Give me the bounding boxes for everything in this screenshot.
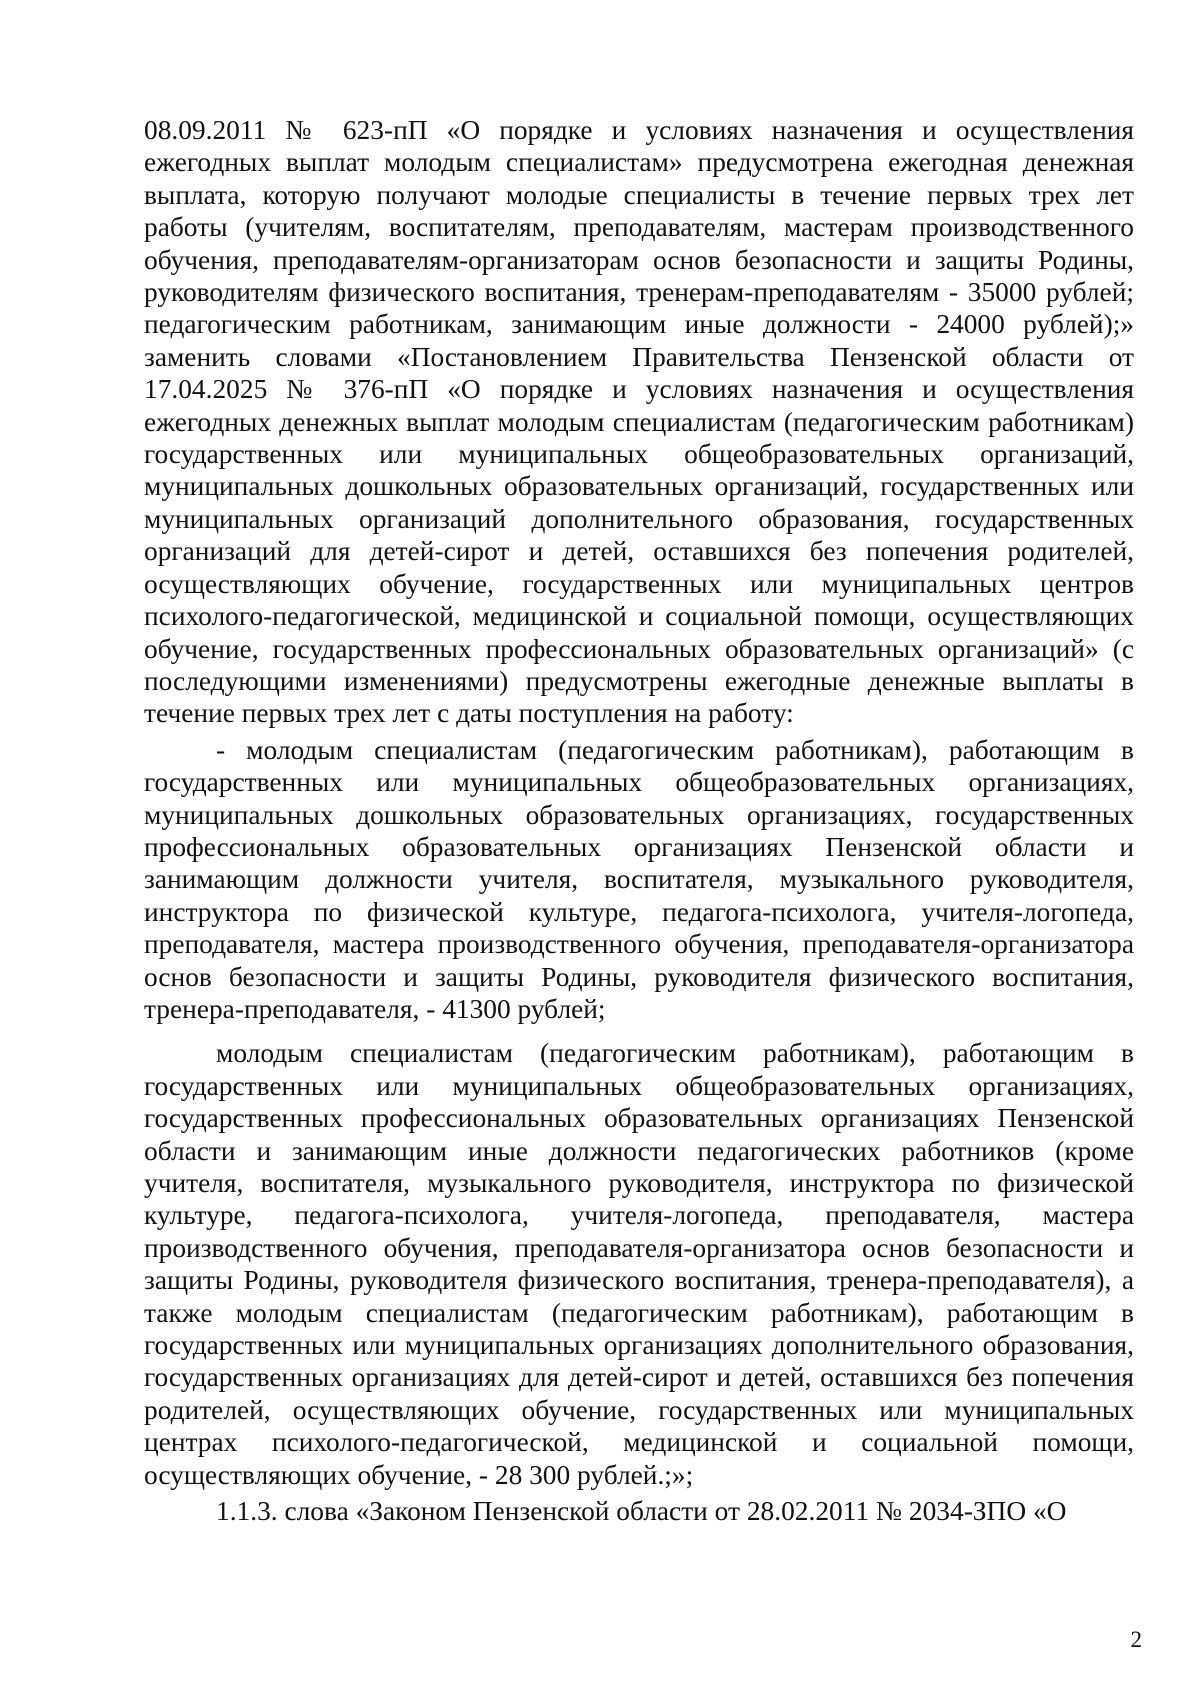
paragraph-item-1-1-3: 1.1.3. слова «Законом Пензенской области от 28.02.2011 № 2034-ЗПО «О — [216, 1496, 1067, 1527]
page-number: 2 — [1130, 1627, 1142, 1652]
paragraph-first-payment-category: - молодым специалистам (педагогическим работникам), работающим в государственных или муниципальных общеобразовательных организациях, муниципальных дошкольных образовательных организациях, государственных профессиональных образовательных организациях Пензенской области и занимающим должности учителя, воспитателя, музыкального руководителя, инструктора по физической культуре, педагога-психолога, учителя-логопеда, преподавателя, мастера производственного обучения, преподавателя-организатора основ безопасности и защиты Родины, руководителя физического воспитания, тренера-преподавателя, - 41300 рублей; — [144, 734, 1134, 1024]
document-body — [144, 114, 1134, 1527]
paragraph-second-payment-category: молодым специалистам (педагогическим работникам), работающим в государственных или муниципальных общеобразовательных организациях, государственных профессиональных образовательных организациях Пензенской области и занимающим иные должности педагогических работников (кроме учителя, воспитателя, музыкального руководителя, инструктора по физической культуре, педагога-психолога, учителя-логопеда, преподавателя, мастера производственного обучения, преподавателя-организатора основ безопасности и защиты Родины, руководителя физического воспитания, тренера-преподавателя), а также молодым специалистам (педагогическим работникам), работающим в государственных или муниципальных организациях дополнительного образования, государственных организациях для детей-сирот и детей, оставшихся без попечения родителей, осуществляющих обучение, государственных или муниципальных центрах психолого-педагогической, медицинской и социальной помощи, осуществляющих обучение, - 28 300 рублей.;»; — [144, 1038, 1134, 1490]
paragraph-continuation: 08.09.2011 № 623-пП «О порядке и условиях назначения и осуществления ежегодных выплат молодым специалистам» предусмотрена ежегодная денежная выплата, которую получают молодые специалисты в течение первых трех лет работы (учителям, воспитателям, преподавателям, мастерам производственного обучения, преподавателям-организаторам основ безопасности и защиты Родины, руководителям физического воспитания, тренерам-преподавателям - 35000 рублей; педагогическим работникам, занимающим иные должности - 24000 рублей);» заменить словами «Постановлением Правительства Пензенской области от 17.04.2025 № 376-пП «О порядке и условиях назначения и осуществления ежегодных денежных выплат молодым специалистам (педагогическим работникам) государственных или муниципальных общеобразовательных организаций, муниципальных дошкольных образовательных организаций, государственных или муниципальных организаций дополнительного образования, государственных организаций для детей-сирот и детей, оставшихся без попечения родителей, осуществляющих обучение, государственных или муниципальных центров психолого-педагогической, медицинской и социальной помощи, осуществляющих обучение, государственных профессиональных образовательных организаций» (с последующими изменениями) предусмотрены ежегодные денежные выплаты в течение первых трех лет с даты поступления на работу: — [144, 115, 1134, 729]
